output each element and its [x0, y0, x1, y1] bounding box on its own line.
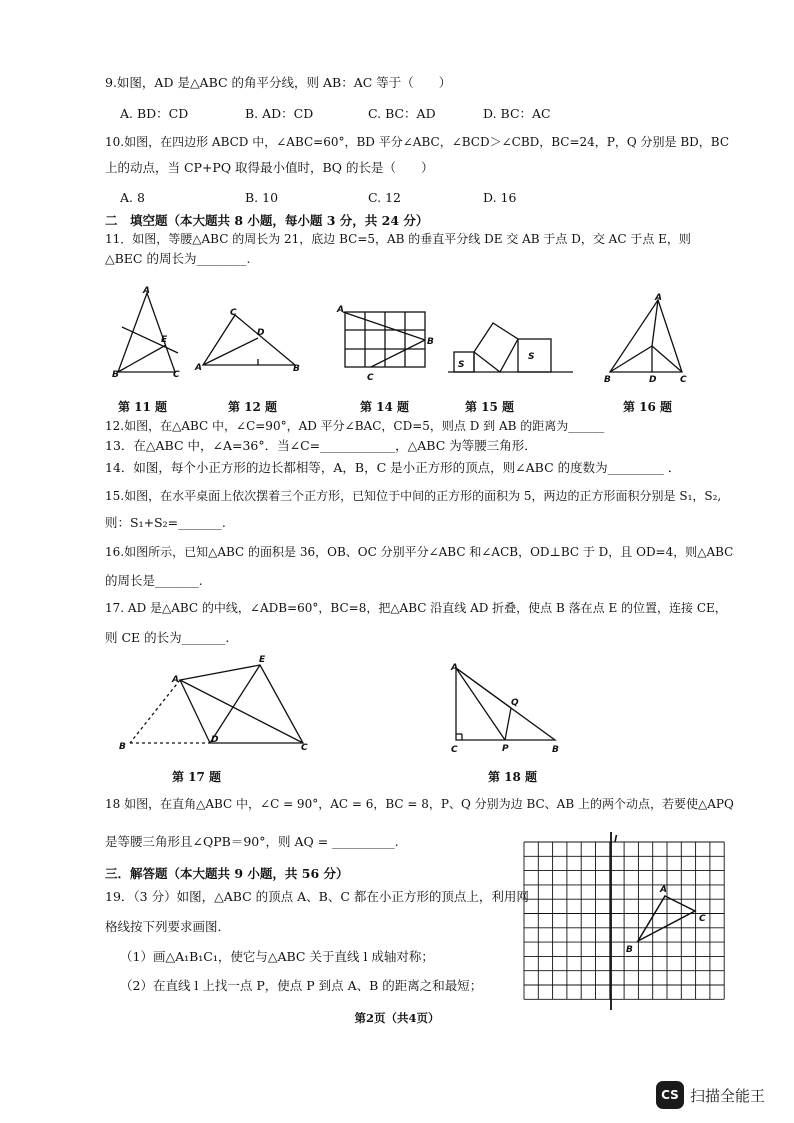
- figure-14: [335, 300, 435, 385]
- q19-line1: 19．（3 分）如图，△ABC 的顶点 A、B、C 都在小正方形的顶点上，利用网: [105, 889, 529, 904]
- fig19-label-l: l: [614, 835, 618, 845]
- fig18-label-a: A: [451, 663, 458, 673]
- q10-option-b: B. 10: [245, 190, 279, 205]
- fig16-label-a: A: [655, 293, 662, 303]
- caption-q15: 第 15 题: [465, 400, 515, 414]
- fig15-label-s1: S: [458, 360, 465, 370]
- scanner-brand: [656, 1080, 765, 1110]
- q12-text: 12.如图，在△ABC 中，∠C=90°，AD 平分∠BAC，CD=5，则点 D 到 AB 的距离为______: [105, 419, 605, 433]
- fig11-label-a: A: [143, 286, 150, 296]
- q18-line2: 是等腰三角形且∠QPB＝90°，则 AQ = __________.: [105, 834, 399, 849]
- q9-stem: 9.如图，AD 是△ABC 的角平分线，则 AB：AC 等于（ ）: [105, 75, 452, 90]
- figure-17: [115, 650, 315, 755]
- q15-line1: 15.如图，在水平桌面上依次摆着三个正方形，已知位于中间的正方形的面积为 5，两边的正方形面积分别是 S₁，S₂,: [105, 489, 722, 503]
- fig12-label-c: C: [230, 308, 237, 318]
- q10-option-c: C. 12: [368, 190, 401, 205]
- fig16-label-b: B: [604, 375, 611, 385]
- q13-text: 13．在△ABC 中，∠A=36°．当∠C=____________，△ABC 为等腰三角形．: [105, 438, 537, 453]
- q9-option-d: D. BC：AC: [483, 106, 551, 121]
- fig18-label-c: C: [451, 745, 458, 755]
- q17-line1: 17. AD 是△ABC 的中线，∠ADB=60°，BC=8，把△ABC 沿直线 AD 折叠，使点 B 落在点 E 的位置，连接 CE，: [105, 601, 727, 615]
- figure-12: [195, 305, 305, 375]
- page-footer: 第2页（共4页）: [354, 1011, 440, 1025]
- figure-19-grid: [518, 830, 733, 1015]
- fig15-label-s2: S: [528, 352, 535, 362]
- fig12-label-d: D: [257, 328, 265, 338]
- fig18-label-q: Q: [511, 698, 519, 708]
- section-solutions-title: 三．解答题（本大题共 9 小题，共 56 分）: [105, 866, 349, 881]
- cs-logo-icon: CS: [656, 1081, 684, 1109]
- figure-15: [448, 315, 573, 375]
- q10-option-d: D. 16: [483, 190, 517, 205]
- q16-line1: 16.如图所示，已知△ABC 的面积是 36，OB、OC 分别平分∠ABC 和∠ACB，OD⊥BC 于 D，且 OD=4，则△ABC: [105, 545, 734, 559]
- brand-name: 扫描全能王: [690, 1086, 766, 1105]
- fig17-label-e: E: [259, 655, 266, 665]
- q11-line1: 11．如图，等腰△ABC 的周长为 21，底边 BC=5，AB 的垂直平分线 DE 交 AB 于点 D，交 AC 于点 E，则: [105, 232, 691, 246]
- fig16-label-c: C: [680, 375, 687, 385]
- caption-q16: 第 16 题: [623, 400, 673, 414]
- fig17-label-a: A: [172, 675, 179, 685]
- fig17-label-b: B: [119, 742, 126, 752]
- section-fill-in-title: 二 填空题（本大题共 8 小题，每小题 3 分，共 24 分）: [105, 213, 429, 228]
- q9-option-b: B. AD：CD: [245, 106, 314, 121]
- q19-part2: （2）在直线 l 上找一点 P，使点 P 到点 A、B 的距离之和最短；: [120, 978, 483, 993]
- q10-stem-line1: 10.如图，在四边形 ABCD 中，∠ABC=60°，BD 平分∠ABC，∠BCD＞∠CBD，BC=24，P，Q 分别是 BD，BC: [105, 135, 730, 149]
- q19-part1: （1）画△A₁B₁C₁，使它与△ABC 关于直线 l 成轴对称；: [120, 949, 434, 964]
- q10-option-a: A. 8: [120, 190, 145, 205]
- q15-line2: 则：S₁+S₂=_______.: [105, 515, 226, 530]
- fig12-label-a: A: [195, 363, 202, 373]
- q14-text: 14．如图，每个小正方形的边长都相等，A，B，C 是小正方形的顶点，则∠ABC 的度数为_________ ．: [105, 460, 681, 475]
- caption-q14: 第 14 题: [360, 400, 410, 414]
- figure-18: [445, 660, 570, 755]
- fig14-label-c: C: [367, 373, 374, 383]
- q11-line2: △BEC 的周长为________.: [105, 251, 251, 266]
- fig19-label-b: B: [626, 945, 633, 955]
- fig16-label-d: D: [649, 375, 657, 385]
- fig14-label-b: B: [427, 337, 434, 347]
- caption-q12: 第 12 题: [228, 400, 278, 414]
- grid-lines: [524, 842, 724, 999]
- q9-option-c: C. BC：AD: [368, 106, 436, 121]
- q18-line1: 18 如图，在直角△ABC 中，∠C = 90°，AC = 6，BC = 8，P、Q 分别为边 BC、AB 上的两个动点，若要使△APQ: [105, 797, 734, 811]
- fig11-label-e: E: [161, 335, 168, 345]
- fig19-label-c: C: [699, 914, 706, 924]
- q19-line2: 格线按下列要求画图．: [105, 919, 231, 934]
- q9-option-a: A. BD：CD: [120, 106, 189, 121]
- fig11-label-b: B: [112, 370, 119, 380]
- fig11-label-c: C: [173, 370, 180, 380]
- fig18-label-p: P: [502, 744, 509, 754]
- fig19-label-a: A: [660, 885, 667, 895]
- caption-q18: 第 18 题: [488, 770, 538, 784]
- fig17-label-d: D: [211, 735, 219, 745]
- fig12-label-b: B: [293, 364, 300, 374]
- caption-q11: 第 11 题: [118, 400, 168, 414]
- q17-line2: 则 CE 的长为_______.: [105, 630, 230, 645]
- fig18-label-b: B: [552, 745, 559, 755]
- figure-16: [600, 290, 695, 385]
- figure-11: [110, 285, 185, 380]
- q16-line2: 的周长是_______.: [105, 573, 203, 588]
- caption-q17: 第 17 题: [172, 770, 222, 784]
- fig17-label-c: C: [301, 743, 308, 753]
- q10-stem-line2: 上的动点，当 CP+PQ 取得最小值时，BQ 的长是（ ）: [105, 160, 434, 175]
- fig14-label-a: A: [337, 305, 344, 315]
